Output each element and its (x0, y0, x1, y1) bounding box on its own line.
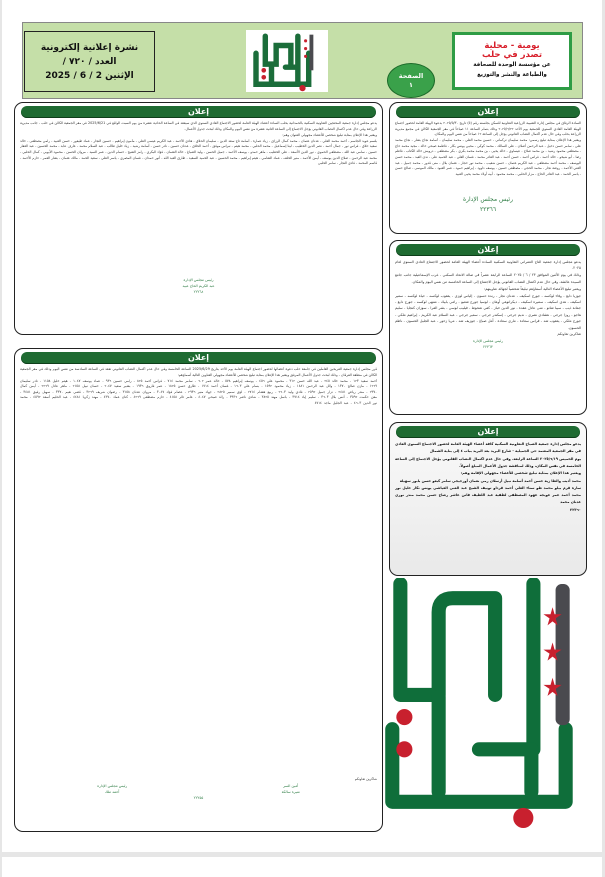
ad-paragraph: يدعو مجلس إدارة جمعية المحتجين التعاونية السكنية بالحمدانية بحلب السادة أعضاء الهيئة العامة لحضور الاجتماع العادي السنوي الذي سيعقد في الساعة الحادية عشرة من يوم السبت الواقع في 2025/6/21 في مقر الجمعية الكائن في حلب - جانب مديرية الزراعة وفي حال عدم اكتمال النصاب القانوني يؤجل الاجتماع إلى الساعة الثانية عشرة من نفس اليوم والمكان وذلك لبحث جدول الأعمال. (20, 121, 377, 131)
ad-paragraph: يدعو مجلس إدارة جمعية الصباح التعاونية السكنية كافة أعضاء الهيئة العامة لحضور الاجتماع السنوي العادي في مقر الجمعية المعتمد حي الجميلية - شارع البريد بعد البريد بباب ٤ إلى بناية الشمال (395, 442, 581, 453)
signature-name: أحمد ملك (104, 790, 120, 795)
ad-paragraph: سارة قرم بيلو محمد طو سناء العلي أحمد قرداو تونيف الشيخ عبد الغني العياشي يونس تكار خليل نور محمد أحمد عمر عويجه عهود المصطفى لطفية عبد اللطيف فاتن عاشر رضاح حسن محمد منذر نوري عدنان محمد (395, 486, 581, 504)
signature-title: رئيس مجلس الإدارة (473, 339, 503, 344)
ad-heading: إعلان (21, 106, 376, 118)
reference-number: ٢٢٣٦٣ (483, 345, 493, 350)
reference-number: ٢٢٢٥٥ (193, 796, 204, 801)
ad-paragraph: شاكرين تعاونكم (354, 777, 377, 782)
logo-jamahir-large-icon (382, 578, 584, 830)
announcement-ad-3 (389, 102, 587, 234)
publisher-line2: والطباعة والنشر والتوزيع (477, 72, 547, 78)
signature-title: رئيس مجلس الإدارة (97, 784, 128, 789)
publication-city: تصدر في حلب (481, 50, 543, 60)
ad-heading: إعلان (396, 106, 580, 118)
signature-title: رئيس مجلس الإدارة (183, 278, 214, 283)
reference-number: ٢٢٣٦٠ (570, 507, 581, 512)
ad-heading: إعلان (396, 244, 580, 256)
page-number: ١ (409, 80, 413, 89)
publisher-line1: عن مؤسسة الوحدة للصحافة (473, 62, 551, 68)
reference-number: ٢٢٣٦٦ (479, 205, 497, 213)
announcement-ad-4 (389, 240, 587, 415)
page-number-badge (387, 63, 435, 98)
publication-info-box (452, 32, 572, 90)
ad-paragraph: أحمد سعيد ١٢٣ - محمد خالد ٢٤٥ - عبد الله حسن ٣١٢ - محمود علي ٤٥٦ - يوسف إبراهيم ٥٧٨ - خالد عمر ٦٠٢ - سامر محمد ٧١٤ - فراس أحمد ٨٢٥ - رامي حسين ٩٣٦ - عماد يوسف ١٠٤٧ - هيثم خليل ١١٥٨ - نادر سليمان ١٢٦٩ - مازن صالح ١٣٧٠ - وائل عبد الرحمن ١٤٨١ - زياد محمود ١٥٩٢ - بسام علي ١٦٠٣ - غسان أحمد ١٧١٤ - طارق حسن ١٨٢٥ - عمر فاروق ١٩٣٦ - بشير سعيد ٢٠٤٧ - حسان نبيل ٢١٥٨ - ماهر عادل ٢٢٦٩ - أيمن كمال ٢٣٧٠ - منذر رياض ٢٤٨١ - نزار جميل ٢٥٩٢ - فادي وليد ٢٦٠٣ - ربيع هشام ٢٧١٤ - لؤي سمير ٢٨٢٥ - جهاد منير ٢٩٣٦ - عصام فؤاد ٣٠٤٧ - مروان عدنان ٣١٥٨ - رضوان شريف ٣٢٦٩ - قصي نعيم ٣٣٧٠ - سهيل رفيق ٣٤٨١ - معن حكمت ٣٥٩٢ - أنس بلال ٣٦٠٣ - سليم إياد ٣٧١٤ - باسل مهند ٣٨٢٥ - شادي ناصر ٣٩٣٦ - رائد صبحي ٤٠٤٧ - عامر ثائر ٤١٥٨ - حازم مصطفى ٤٢٦٩ - كنان عماد ٤٣٧٠ - مهند زكريا ٤٤٨١ - عبد الحليم أسعد ٤٥٩٢ - محمد نور الدين ٤٦٠٣ - عبد الجليل ماجد ٤٧١٤ (20, 378, 377, 406)
reference-number: ٢٢٢٦٨ (193, 290, 204, 295)
ad-paragraph: ويعتبر هذا الإعلان بمثابة تبليغ شخصي للأعضاء مجهولي العنوان وهم: (282, 132, 377, 137)
ad-paragraph: ويعتبر تبليغ الأعضاء التالية أسماؤهم تبليغاً شخصياً لجهالة عناوينهم: (483, 286, 581, 291)
signature-title: رئيس مجلس الإدارة (462, 195, 514, 203)
ad-paragraph: وذلك في يوم الأثنين الموافق ٢٣ / ٦ / ٢٠٢٥ الساعة الرابعة عصراً في صالة الاتحاد السكني - غرب الإسماعيلية جانب جامع السيدة عائشة. وفي حال عدم اكتمال النصاب القانوني يؤجل الاجتماع إلى الساعة الخامسة من نفس اليوم والمكان. (395, 273, 581, 284)
ad-heading: إعلان (21, 352, 376, 364)
publication-frequency: يومية - محلية (484, 41, 540, 51)
issue-number: العدد / ٧٢٠ / (62, 56, 117, 67)
newspaper-logo-large (382, 578, 584, 830)
ad-paragraph: يدعو مجلس إدارة جمعية التاج العمراني التعاونية السكنية السادة أعضاء الهيئة العامة لحضور الاجتماع العادي السنوي لعام ٢٠٢٥. (395, 260, 581, 271)
ad-paragraph: محمد أديب والطا زية حسن أحمد أسامة نبيل أرسلان رمي نعمان أورجيجي سامر كبعو حسن بابور سهيلة (399, 478, 581, 483)
newspaper-logo (246, 30, 328, 92)
signature-name: عبد الكريم الحاج عبيد (182, 284, 215, 289)
ad-paragraph: شاكرين تعاونكم (557, 332, 581, 337)
ad-paragraph: السادة الرفاق في مجلس إدارة الشبيبة الزراعية التعاونية للسكن بجلسته رقم (٥) تاريخ ٢٠٢٥/٥/٣٠ بدعوة الهيئة العامة لحضور اجتماع الهيئة العامة العادي السنوي للجمعية يوم الأحد ٢٠٢٥/٦/٢٢ وذلك بتمام الساعة ١١ صباحاً في مقر الجمعية الكائن في مجمع مديرية الزراعة بحلب وفي حال عدم اكتمال النصاب القانوني يؤجل إلى الساعة ١٢ صباحاً من نفس اليوم والمكان. (395, 121, 581, 137)
ad-paragraph: قرر مجلس إدارة جمعية الفريحين العاملين في جامعة حلب دعوة أعضائها لحضور اجتماع الهيئة العامة يوم الأحد بتاريخ 2025/6/29 الساعة الخامسة وفي حال عدم اكتمال النصاب القانوني تعقد في الساعة السادسة من نفس اليوم وذلك في مقر الجمعية الكائن في منطقة الفرقان - وذلك لبحث جدول الأعمال المرفق ويعتبر هذا الإعلان بمثابة تبليغ شخصي للأعضاء مجهولي العناوين التالية أسماؤهم: (20, 367, 377, 377)
page-label: الصفحة (398, 71, 424, 80)
ad-heading: إعلان (396, 426, 580, 438)
next-page-sheet (2, 857, 602, 877)
ad-paragraph: جوزيا دابغ - وفاء لوكسه - جورج اسكيف - عدنان نجار - رندة حسون - إلياس لوزي - يعقوب لوكسه - حياة لوكسه - سمير اسكيف - هدى اسكيف - سميرة اسكيف - ديكرانوهي أوهان - لوسيا جورج شعبو - رامي بابيك - منتهى لوكسه - جورج دابغ - جمانة ذيب - سيبا شاتو - منى عادل عقدة - نور الدين خباز - كفي شحوط - فيليب لوسي - بشر الفرا - سوزان كنجايا - سليم هاجو - روزا جرجي - هشادي نصري - نديم جرجي - إسكندر جرجي - سمير جرجي - عبد السلام عبد الكريم - إبراهيم ملكي - جورج ملكي - يعقوب شد - فراس سعادة - ماري سعادة - أمل صباغ - جوزيف شد - مريا زحور - عبد الجليل الحسون - ناظم الحسون. (395, 293, 581, 330)
announcement-ad-2 (14, 348, 383, 832)
ad-paragraph: ويعتبر هذا الإعلان بمثابة تبليغ شخصي للأعضاء مجهولي الإقامة وهم: (460, 471, 581, 475)
secretary-name: منيرة سالكة (281, 790, 300, 795)
announcement-ad-1 (14, 102, 383, 335)
announcement-ad-5 (389, 422, 587, 576)
ad-paragraph: بلسم عويد الجاسم - أحمد محمد العلي - عدنان عثمان - محمد كمال الرزاق - زياد عمارة - أسامة تاج سعد الدين - سليمان الحلاق - هادي الأحمد - عبد الكريم عيسى العلي - مأمون إبراهيم - حسين النجار - عماد طيفور - حسن العبيد - رامي مصطفى - خالد سعيد حلاق - فراس نور - جمال أحمد - نصر الدين الخطيب - لينا إسماعيل - محمد الحلبي - محمد هيثم - نبراس موفق - أحمد الحلاق - عدنان حسين - نادر حسن - أسامة رشيد - زياد خليل طالب - عبد السلام محمد - عارف عابد - محمد الحسين - عبد الغفار حسين - سامي عبد الله - مصطفى الحموي - نور الدين الأسعد - علي الخطيب - ماهر حمدو - يوسف الأحمد - جميل الحسن - وليد الصباغ - خالد العثمان - فؤاد البكري - رامز الشيخ - حسام الدين - عمر السيد - مروان الحسن - محمود الأيوبي - كمال الحلبي - محمد عبد الرحمن - صلاح الدين يوسف - أيمن الأحمد - منير الخلف - عماد الشامي - هيثم إبراهيم - محمد الحسين - عبد الحميد السعيد - طارق العبد الله - أنور حمدان - غسان المصري - ياسر العلي - سعيد الحمد - مالك عثمان - بشار العمر - حازم الأحمد - قاسم المحمد - فادي النجار - سامر الحلبي (20, 138, 377, 166)
secretary-title: أمين السر (283, 784, 299, 789)
logo-jamahir-icon (246, 30, 328, 92)
ad-paragraph: ويعتبر هذا الإعلان بمثابة تبليغ رسمي: محمد سليمان تركماني - حسين محمد العلي - محمد سليمان - أسامة نجاح بشار - نجاح محمد علي - سامر حسن دخيل - عبد الرحمن أصلان - علي السالك - محمد كوكي - محيي يونس بكار - فاطمة صبحي خالد - مجيد محمد حاج - مصطفى محمود رشيد - بن محمد صلاح - عيساوي - خالد يحيى - بن محمد محمد بكري - بكر مصطفى - درويش خالد الكتاب - فاطم رضا - أبو شيخو - خالد أحمد - فراس أحمد - حسن أحمد - عبد القادر محمد - غسان العلي - عبد الحميد على - ندى العبد - محمد حسن اليوسف - محمد أحمد مصطفى - عبد الكريم عثمان - حسن شعيب - محمد نور حجار - عثمان بلال - منى قدور - محمد جميل - عبد الغني الأحمد - روضة نجار - محمد الحجي - مصطفى حسين - يوسف داوود - إبراهيم حمود - عمر العبود - مالك الموسى - صالح حسن - ياسر الحمد - عبد القادر الحاج - مزار الحلبي - محمد محمود - أبيه أولاد محمد يحيى العبيد (395, 138, 581, 176)
bulletin-title: نشرة إعلانية إلكترونية (40, 42, 139, 53)
issue-date: الإثنين 2 / 6 / 2025 (45, 70, 134, 81)
ad-paragraph: يوم الخميس ٢٠٢٥/٦/١٩ الساعة الرابعة، وفي حال عدم اكتمال النصاب القانوني يؤجل الاجتماع إلى الساعة الخامسة في نفس المكان، وذلك لمناقشة جدول الأعمال المبلغ أصولاً. (395, 456, 581, 468)
issue-info-box (24, 31, 155, 92)
